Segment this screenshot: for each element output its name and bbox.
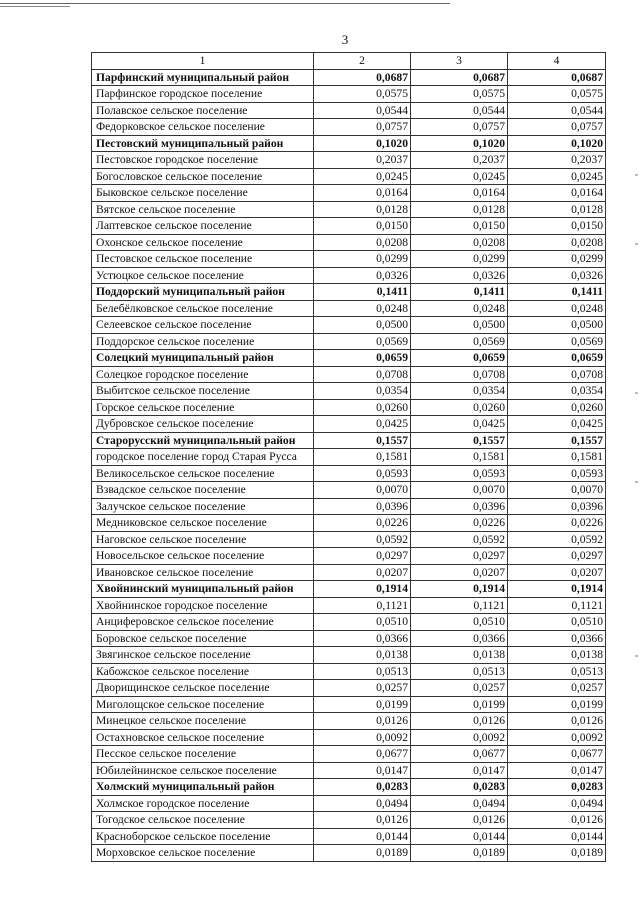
row-value-col4: 0,0138 xyxy=(508,647,606,664)
row-value-col2: 0,0147 xyxy=(314,762,411,779)
row-value-col2: 0,0510 xyxy=(314,614,411,631)
row-value-col2: 0,0070 xyxy=(314,482,411,499)
row-value-col4: 0,0354 xyxy=(508,383,606,400)
row-value-col2: 0,0283 xyxy=(314,779,411,796)
row-name-cell: Вятское сельское поселение xyxy=(92,201,314,218)
row-value-col3: 0,0677 xyxy=(411,746,508,763)
table-row xyxy=(92,498,606,515)
row-value-col2: 0,0260 xyxy=(314,399,411,416)
row-name-cell: Анциферовское сельское поселение xyxy=(92,614,314,631)
column-header-3: 3 xyxy=(411,53,508,70)
row-name-cell: Наговское сельское поселение xyxy=(92,531,314,548)
row-value-col4: 0,0677 xyxy=(508,746,606,763)
table-row xyxy=(92,416,606,433)
row-value-col3: 0,2037 xyxy=(411,152,508,169)
row-value-col2: 0,0128 xyxy=(314,201,411,218)
row-name-cell: Песское сельское поселение xyxy=(92,746,314,763)
table-row xyxy=(92,482,606,499)
row-value-col3: 0,0150 xyxy=(411,218,508,235)
row-value-col3: 0,0593 xyxy=(411,465,508,482)
row-value-col2: 0,0659 xyxy=(314,350,411,367)
table-row xyxy=(92,564,606,581)
row-value-col4: 0,1020 xyxy=(508,135,606,152)
row-value-col4: 0,0593 xyxy=(508,465,606,482)
row-name-cell: Лаптевское сельское поселение xyxy=(92,218,314,235)
row-value-col3: 0,0513 xyxy=(411,663,508,680)
table-row xyxy=(92,168,606,185)
row-name-cell: Охонское сельское поселение xyxy=(92,234,314,251)
table-row xyxy=(92,218,606,235)
row-value-col4: 0,0245 xyxy=(508,168,606,185)
table-row xyxy=(92,597,606,614)
row-value-col4: 0,2037 xyxy=(508,152,606,169)
table-row xyxy=(92,729,606,746)
row-value-col4: 0,0425 xyxy=(508,416,606,433)
row-value-col2: 0,0248 xyxy=(314,300,411,317)
row-name-cell: городское поселение город Старая Русса xyxy=(92,449,314,466)
row-value-col3: 0,0366 xyxy=(411,630,508,647)
table-row xyxy=(92,828,606,845)
table-row xyxy=(92,333,606,350)
table-row xyxy=(92,366,606,383)
page-number: 3 xyxy=(341,32,349,47)
row-name-cell: Ивановское сельское поселение xyxy=(92,564,314,581)
row-value-col2: 0,0189 xyxy=(314,845,411,862)
row-value-col4: 0,1557 xyxy=(508,432,606,449)
column-header-1: 1 xyxy=(92,53,314,70)
table-row xyxy=(92,746,606,763)
table-row xyxy=(92,119,606,136)
top-border-line xyxy=(0,3,450,4)
row-value-col2: 0,0396 xyxy=(314,498,411,515)
row-value-col3: 0,0126 xyxy=(411,713,508,730)
row-value-col2: 0,1914 xyxy=(314,581,411,598)
table-row xyxy=(92,152,606,169)
row-value-col3: 0,0297 xyxy=(411,548,508,565)
row-name-cell: Великосельское сельское поселение xyxy=(92,465,314,482)
table-header-row xyxy=(92,53,606,70)
row-value-col2: 0,0257 xyxy=(314,680,411,697)
row-value-col3: 0,0659 xyxy=(411,350,508,367)
row-name-cell: Взвадское сельское поселение xyxy=(92,482,314,499)
district-row xyxy=(92,284,606,301)
table-row xyxy=(92,630,606,647)
row-value-col2: 0,1411 xyxy=(314,284,411,301)
row-name-cell: Поддорский муниципальный район xyxy=(92,284,314,301)
row-value-col3: 0,0544 xyxy=(411,102,508,119)
table-row xyxy=(92,465,606,482)
row-name-cell: Солецкий муниципальный район xyxy=(92,350,314,367)
row-value-col3: 0,0189 xyxy=(411,845,508,862)
row-value-col4: 0,0208 xyxy=(508,234,606,251)
row-value-col2: 0,0150 xyxy=(314,218,411,235)
table-row xyxy=(92,845,606,862)
row-value-col4: 0,0147 xyxy=(508,762,606,779)
row-value-col3: 0,1121 xyxy=(411,597,508,614)
row-value-col2: 0,0366 xyxy=(314,630,411,647)
row-name-cell: Полавское сельское поселение xyxy=(92,102,314,119)
district-row xyxy=(92,779,606,796)
row-value-col2: 0,0677 xyxy=(314,746,411,763)
row-value-col3: 0,0592 xyxy=(411,531,508,548)
row-value-col4: 0,0299 xyxy=(508,251,606,268)
table-row xyxy=(92,185,606,202)
row-value-col4: 0,1914 xyxy=(508,581,606,598)
row-value-col3: 0,0126 xyxy=(411,812,508,829)
row-value-col2: 0,0593 xyxy=(314,465,411,482)
row-value-col4: 0,0687 xyxy=(508,69,606,86)
row-value-col2: 0,0245 xyxy=(314,168,411,185)
row-value-col3: 0,0128 xyxy=(411,201,508,218)
table-row xyxy=(92,647,606,664)
row-value-col2: 0,1121 xyxy=(314,597,411,614)
row-value-col3: 0,0245 xyxy=(411,168,508,185)
row-value-col3: 0,0500 xyxy=(411,317,508,334)
row-name-cell: Красноборское сельское поселение xyxy=(92,828,314,845)
row-value-col3: 0,0708 xyxy=(411,366,508,383)
row-name-cell: Медниковское сельское поселение xyxy=(92,515,314,532)
table-row xyxy=(92,267,606,284)
row-value-col3: 0,0299 xyxy=(411,251,508,268)
row-value-col2: 0,0513 xyxy=(314,663,411,680)
district-row xyxy=(92,581,606,598)
table-row xyxy=(92,713,606,730)
row-value-col4: 0,1581 xyxy=(508,449,606,466)
top-border-line-short xyxy=(0,6,70,7)
table-row xyxy=(92,663,606,680)
row-name-cell: Холмское городское поселение xyxy=(92,795,314,812)
column-header-2: 2 xyxy=(314,53,411,70)
row-value-col4: 0,0366 xyxy=(508,630,606,647)
row-name-cell: Тогодское сельское поселение xyxy=(92,812,314,829)
row-value-col4: 0,0513 xyxy=(508,663,606,680)
row-value-col3: 0,0354 xyxy=(411,383,508,400)
row-value-col4: 0,0164 xyxy=(508,185,606,202)
row-value-col3: 0,0138 xyxy=(411,647,508,664)
row-value-col3: 0,0207 xyxy=(411,564,508,581)
table-row xyxy=(92,762,606,779)
row-value-col4: 0,0569 xyxy=(508,333,606,350)
row-name-cell: Дворищинское сельское поселение xyxy=(92,680,314,697)
row-value-col3: 0,1411 xyxy=(411,284,508,301)
table-row xyxy=(92,680,606,697)
row-value-col4: 0,0297 xyxy=(508,548,606,565)
row-value-col4: 0,1121 xyxy=(508,597,606,614)
row-value-col4: 0,0126 xyxy=(508,713,606,730)
row-value-col3: 0,0147 xyxy=(411,762,508,779)
district-row xyxy=(92,432,606,449)
row-value-col4: 0,0283 xyxy=(508,779,606,796)
row-value-col4: 0,0708 xyxy=(508,366,606,383)
table-body xyxy=(92,69,606,861)
row-value-col2: 0,0164 xyxy=(314,185,411,202)
table-row xyxy=(92,614,606,631)
row-name-cell: Хвойнинский муниципальный район xyxy=(92,581,314,598)
row-value-col3: 0,0575 xyxy=(411,86,508,103)
row-value-col2: 0,0575 xyxy=(314,86,411,103)
row-value-col2: 0,1581 xyxy=(314,449,411,466)
row-value-col4: 0,0199 xyxy=(508,696,606,713)
row-value-col4: 0,0070 xyxy=(508,482,606,499)
table-row xyxy=(92,449,606,466)
row-value-col4: 0,0757 xyxy=(508,119,606,136)
row-value-col4: 0,0500 xyxy=(508,317,606,334)
row-value-col3: 0,0257 xyxy=(411,680,508,697)
row-value-col3: 0,0283 xyxy=(411,779,508,796)
row-value-col4: 0,0144 xyxy=(508,828,606,845)
row-name-cell: Селеевское сельское поселение xyxy=(92,317,314,334)
row-value-col2: 0,0708 xyxy=(314,366,411,383)
row-name-cell: Залучское сельское поселение xyxy=(92,498,314,515)
table-row xyxy=(92,234,606,251)
row-value-col3: 0,0569 xyxy=(411,333,508,350)
row-value-col4: 0,0248 xyxy=(508,300,606,317)
row-name-cell: Парфинский муниципальный район xyxy=(92,69,314,86)
column-header-4: 4 xyxy=(508,53,606,70)
table-row xyxy=(92,102,606,119)
row-value-col2: 0,0326 xyxy=(314,267,411,284)
table-row xyxy=(92,317,606,334)
row-value-col4: 0,0257 xyxy=(508,680,606,697)
row-name-cell: Холмский муниципальный район xyxy=(92,779,314,796)
row-name-cell: Боровское сельское поселение xyxy=(92,630,314,647)
row-name-cell: Новосельское сельское поселение xyxy=(92,548,314,565)
table-row xyxy=(92,399,606,416)
row-value-col3: 0,0260 xyxy=(411,399,508,416)
row-value-col4: 0,1411 xyxy=(508,284,606,301)
row-value-col3: 0,1914 xyxy=(411,581,508,598)
row-value-col2: 0,1020 xyxy=(314,135,411,152)
row-value-col3: 0,0687 xyxy=(411,69,508,86)
row-value-col2: 0,0226 xyxy=(314,515,411,532)
row-name-cell: Выбитское сельское поселение xyxy=(92,383,314,400)
table-row xyxy=(92,251,606,268)
district-row xyxy=(92,69,606,86)
row-name-cell: Звягинское сельское поселение xyxy=(92,647,314,664)
row-value-col2: 0,1557 xyxy=(314,432,411,449)
row-value-col4: 0,0126 xyxy=(508,812,606,829)
row-value-col3: 0,0092 xyxy=(411,729,508,746)
row-value-col4: 0,0575 xyxy=(508,86,606,103)
row-value-col4: 0,0326 xyxy=(508,267,606,284)
coefficients-table xyxy=(91,52,606,862)
row-name-cell: Богословское сельское поселение xyxy=(92,168,314,185)
scan-mark xyxy=(635,481,638,483)
row-name-cell: Пестовское сельское поселение xyxy=(92,251,314,268)
row-value-col3: 0,0164 xyxy=(411,185,508,202)
row-value-col3: 0,0248 xyxy=(411,300,508,317)
row-value-col2: 0,2037 xyxy=(314,152,411,169)
row-value-col4: 0,0544 xyxy=(508,102,606,119)
row-value-col2: 0,0425 xyxy=(314,416,411,433)
row-name-cell: Парфинское городское поселение xyxy=(92,86,314,103)
table-row xyxy=(92,300,606,317)
row-value-col3: 0,1020 xyxy=(411,135,508,152)
row-name-cell: Белебёлковское сельское поселение xyxy=(92,300,314,317)
row-value-col2: 0,0494 xyxy=(314,795,411,812)
row-value-col3: 0,0226 xyxy=(411,515,508,532)
row-value-col3: 0,0144 xyxy=(411,828,508,845)
row-name-cell: Солецкое городское поселение xyxy=(92,366,314,383)
row-name-cell: Старорусский муниципальный район xyxy=(92,432,314,449)
row-value-col2: 0,0207 xyxy=(314,564,411,581)
row-name-cell: Поддорское сельское поселение xyxy=(92,333,314,350)
row-value-col2: 0,0126 xyxy=(314,713,411,730)
row-value-col4: 0,0092 xyxy=(508,729,606,746)
row-value-col3: 0,0396 xyxy=(411,498,508,515)
row-name-cell: Минецкое сельское поселение xyxy=(92,713,314,730)
scan-mark xyxy=(635,655,638,657)
table-row xyxy=(92,383,606,400)
row-value-col2: 0,0144 xyxy=(314,828,411,845)
row-value-col2: 0,0126 xyxy=(314,812,411,829)
row-value-col2: 0,0199 xyxy=(314,696,411,713)
row-name-cell: Дубровское сельское поселение xyxy=(92,416,314,433)
table-row xyxy=(92,795,606,812)
district-row xyxy=(92,135,606,152)
row-value-col3: 0,0199 xyxy=(411,696,508,713)
row-name-cell: Хвойнинское городское поселение xyxy=(92,597,314,614)
row-value-col2: 0,0299 xyxy=(314,251,411,268)
row-value-col3: 0,0208 xyxy=(411,234,508,251)
row-value-col3: 0,0425 xyxy=(411,416,508,433)
table-row xyxy=(92,86,606,103)
row-name-cell: Морховское сельское поселение xyxy=(92,845,314,862)
row-value-col4: 0,0150 xyxy=(508,218,606,235)
row-value-col2: 0,0138 xyxy=(314,647,411,664)
row-value-col4: 0,0659 xyxy=(508,350,606,367)
row-value-col2: 0,0592 xyxy=(314,531,411,548)
table-row xyxy=(92,696,606,713)
row-value-col4: 0,0510 xyxy=(508,614,606,631)
row-value-col2: 0,0757 xyxy=(314,119,411,136)
row-value-col3: 0,0757 xyxy=(411,119,508,136)
row-value-col4: 0,0494 xyxy=(508,795,606,812)
row-value-col3: 0,0510 xyxy=(411,614,508,631)
row-value-col3: 0,0326 xyxy=(411,267,508,284)
row-value-col4: 0,0260 xyxy=(508,399,606,416)
row-value-col2: 0,0687 xyxy=(314,69,411,86)
row-value-col2: 0,0208 xyxy=(314,234,411,251)
row-value-col3: 0,1581 xyxy=(411,449,508,466)
row-value-col2: 0,0569 xyxy=(314,333,411,350)
row-value-col4: 0,0128 xyxy=(508,201,606,218)
scan-mark xyxy=(635,243,638,245)
row-value-col2: 0,0092 xyxy=(314,729,411,746)
row-value-col4: 0,0592 xyxy=(508,531,606,548)
row-name-cell: Федорковское сельское поселение xyxy=(92,119,314,136)
row-name-cell: Быковское сельское поселение xyxy=(92,185,314,202)
row-name-cell: Горское сельское поселение xyxy=(92,399,314,416)
row-value-col2: 0,0297 xyxy=(314,548,411,565)
row-name-cell: Остахновское сельское поселение xyxy=(92,729,314,746)
district-row xyxy=(92,350,606,367)
row-name-cell: Пестовский муниципальный район xyxy=(92,135,314,152)
row-value-col3: 0,0494 xyxy=(411,795,508,812)
row-name-cell: Устюцкое сельское поселение xyxy=(92,267,314,284)
row-name-cell: Миголощское сельское поселение xyxy=(92,696,314,713)
table-row xyxy=(92,548,606,565)
scan-mark xyxy=(635,392,638,394)
row-value-col4: 0,0207 xyxy=(508,564,606,581)
table-row xyxy=(92,812,606,829)
table-row xyxy=(92,531,606,548)
row-name-cell: Кабожское сельское поселение xyxy=(92,663,314,680)
scan-mark xyxy=(635,174,638,176)
row-value-col3: 0,0070 xyxy=(411,482,508,499)
row-value-col4: 0,0226 xyxy=(508,515,606,532)
row-value-col2: 0,0544 xyxy=(314,102,411,119)
row-name-cell: Юбилейнинское сельское поселение xyxy=(92,762,314,779)
row-name-cell: Пестовское городское поселение xyxy=(92,152,314,169)
table-row xyxy=(92,201,606,218)
table-row xyxy=(92,515,606,532)
row-value-col2: 0,0500 xyxy=(314,317,411,334)
row-value-col2: 0,0354 xyxy=(314,383,411,400)
row-value-col4: 0,0396 xyxy=(508,498,606,515)
row-value-col3: 0,1557 xyxy=(411,432,508,449)
row-value-col4: 0,0189 xyxy=(508,845,606,862)
